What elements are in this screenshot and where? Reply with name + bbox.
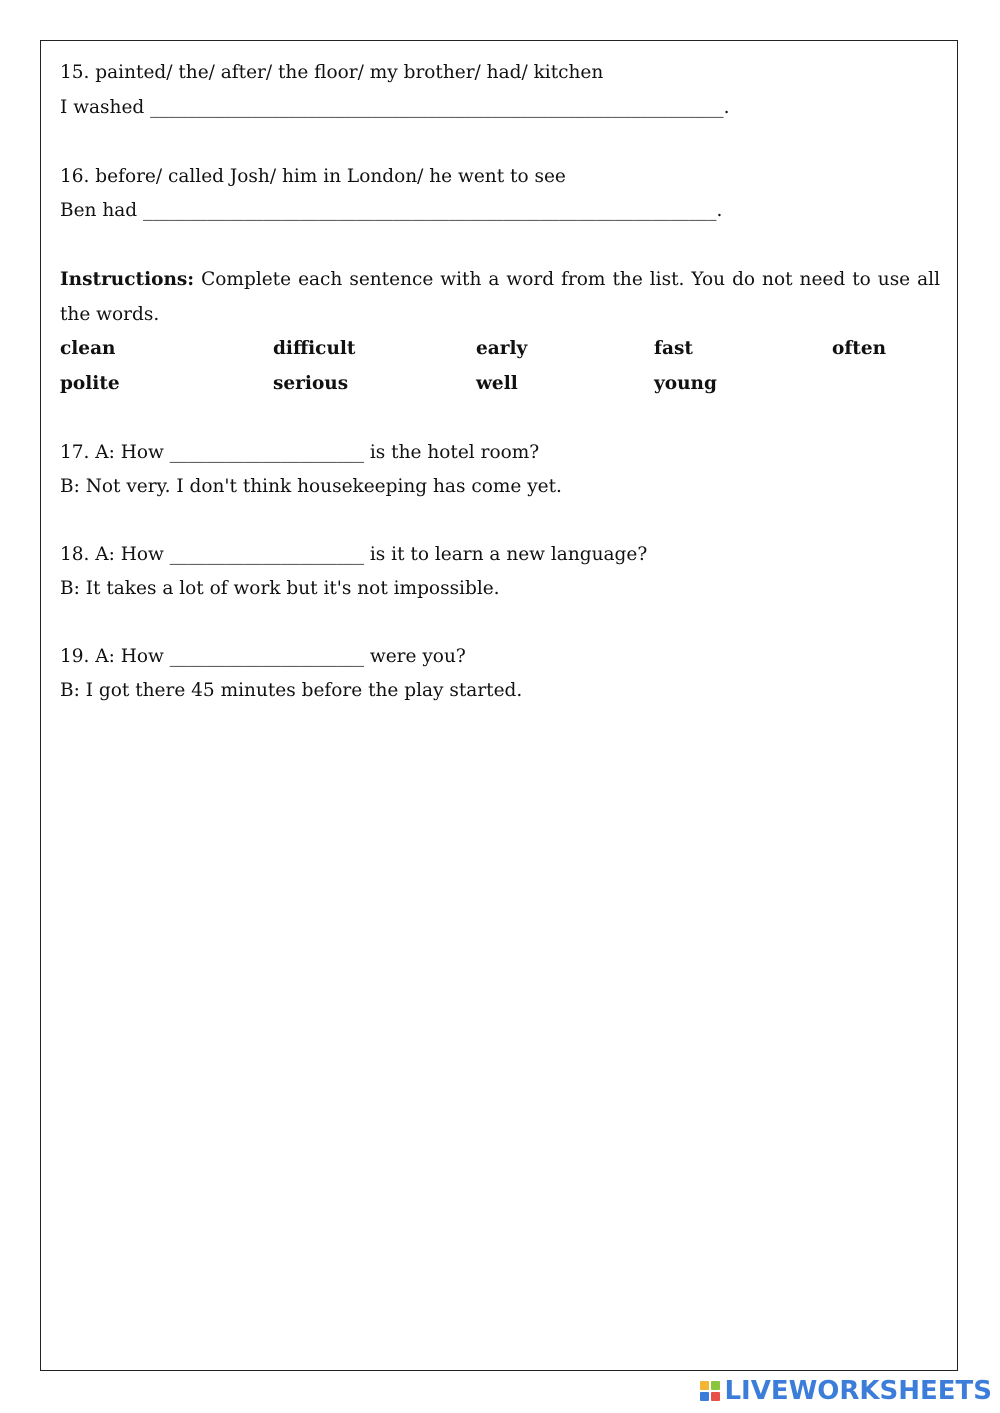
word-bank-item: fast	[654, 338, 693, 359]
word-bank-item: often	[832, 338, 887, 359]
logo-square	[711, 1392, 720, 1401]
word-bank-item: clean	[60, 338, 116, 359]
logo-square	[700, 1381, 709, 1390]
word-bank-item: difficult	[273, 338, 356, 359]
worksheet-content	[60, 56, 940, 709]
question-18-a[interactable]: 18. A: How _____________________ is it to learn a new language?	[60, 543, 648, 565]
question-19-a[interactable]: 19. A: How _____________________ were you?	[60, 645, 466, 667]
exercise-15-prompt: 15. painted/ the/ after/ the floor/ my brother/ had/ kitchen	[60, 62, 604, 83]
question-19-b: B: I got there 45 minutes before the play started.	[60, 680, 523, 701]
exercise-15-answer[interactable]: I washed ______________________________________________________________.	[60, 96, 730, 118]
word-bank-item: serious	[273, 372, 349, 394]
question-18-b: B: It takes a lot of work but it's not impossible.	[60, 578, 500, 599]
logo-square	[711, 1381, 720, 1390]
word-bank-item: young	[654, 372, 717, 394]
instructions-label: Instructions:	[60, 269, 195, 290]
liveworksheets-logo	[700, 1371, 992, 1411]
instructions-text: Complete each sentence with a word from the list. You do not need to use all the words.	[60, 269, 940, 325]
logo-grid-icon	[700, 1381, 720, 1401]
exercise-16-prompt: 16. before/ called Josh/ him in London/ he went to see	[60, 165, 566, 187]
question-17-b: B: Not very. I don't think housekeeping has come yet.	[60, 476, 562, 497]
word-bank-item: polite	[60, 372, 120, 394]
logo-text: LIVEWORKSHEETS	[724, 1376, 992, 1406]
instructions	[60, 263, 940, 332]
question-17-a[interactable]: 17. A: How _____________________ is the hotel room?	[60, 441, 540, 463]
word-bank-item: early	[476, 338, 528, 359]
logo-square	[700, 1392, 709, 1401]
word-bank	[60, 332, 940, 401]
exercise-16-answer[interactable]: Ben had ______________________________________________________________.	[60, 200, 723, 221]
word-bank-item: well	[476, 372, 518, 394]
